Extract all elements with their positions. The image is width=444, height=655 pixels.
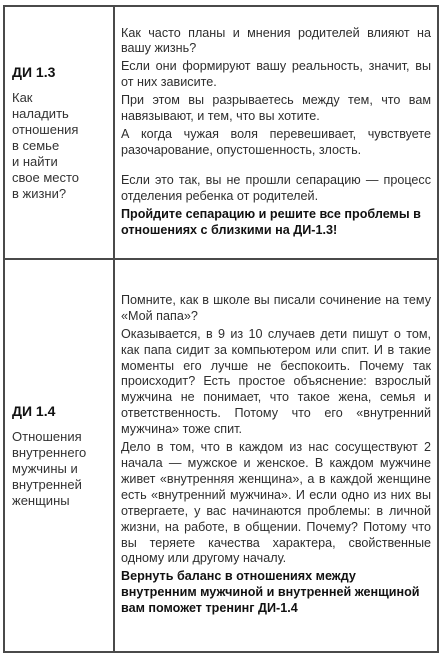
topic-line: внутренней: [12, 476, 82, 492]
topic-line: женщины: [12, 492, 70, 508]
topic-line: мужчины и: [12, 460, 78, 476]
row-label-cell: [4, 259, 114, 652]
description-paragraph: Если это так, вы не прошли сепарацию — процесс отделения ребенка от родителей.: [121, 172, 431, 203]
call-to-action: Вернуть баланс в отношениях между внутренним мужчиной и внутренней женщиной вам поможет тренинг ДИ-1.4: [121, 569, 420, 616]
row-description-cell: [114, 6, 438, 259]
description-paragraph: Если они формируют вашу реальность, значит, вы от них зависите.: [121, 59, 431, 90]
topic-line: наладить: [12, 105, 69, 121]
topic-line: внутреннего: [12, 444, 87, 460]
course-topic: [12, 429, 109, 509]
topic-line: в жизни?: [12, 185, 67, 201]
topic-line: и найти: [12, 153, 58, 169]
description-paragraph: Помните, как в школе вы писали сочинение на тему «Мой папа»?: [121, 292, 431, 323]
training-table: [3, 5, 439, 653]
row-label-cell: [4, 6, 114, 259]
topic-line: отношения: [12, 121, 79, 137]
topic-line: Отношения: [12, 428, 82, 444]
call-to-action: Пройдите сепарацию и решите все проблемы в отношениях с близкими на ДИ-1.3!: [121, 206, 421, 237]
table-row: [4, 259, 438, 652]
course-code: ДИ 1.3: [12, 63, 56, 80]
table-row: [4, 6, 438, 259]
description-paragraph: Дело в том, что в каждом из нас сосуществуют 2 начала — мужское и женское. В каждом мужчине живет «внутренняя женщина», а в каждой женщине есть «внутренний мужчина». И если одно из них вы отвергаете, у вас начинаются проблемы: в личной жизни, на работе, в общении. Почему? Потому что вы теряете качества характера, свойственные одному или другому началу.: [121, 440, 431, 566]
topic-line: в семье: [12, 137, 60, 153]
topic-line: Как: [12, 89, 33, 105]
description-paragraph: При этом вы разрываетесь между тем, что вам навязывают, и тем, что вы хотите.: [121, 93, 431, 124]
row-description-cell: [114, 259, 438, 652]
description-paragraph: А когда чужая воля перевешивает, чувствуете разочарование, опустошенность, злость.: [121, 127, 431, 157]
topic-line: свое место: [12, 169, 80, 185]
description-paragraph: Как часто планы и мнения родителей влияют на вашу жизнь?: [121, 25, 431, 56]
course-code: ДИ 1.4: [12, 402, 56, 419]
description-paragraph: Оказывается, в 9 из 10 случаев дети пишут о том, как папа сидит за компьютером или спит. И в такие моменты его лучше не беспокоить. Почему так происходит? Есть простое объяснение: взрослый мужчина не понимает, что такое жена, семья и ответственность. Потому что его «внутренний мужчина» тоже спит.: [121, 326, 431, 437]
course-topic: [12, 90, 109, 202]
